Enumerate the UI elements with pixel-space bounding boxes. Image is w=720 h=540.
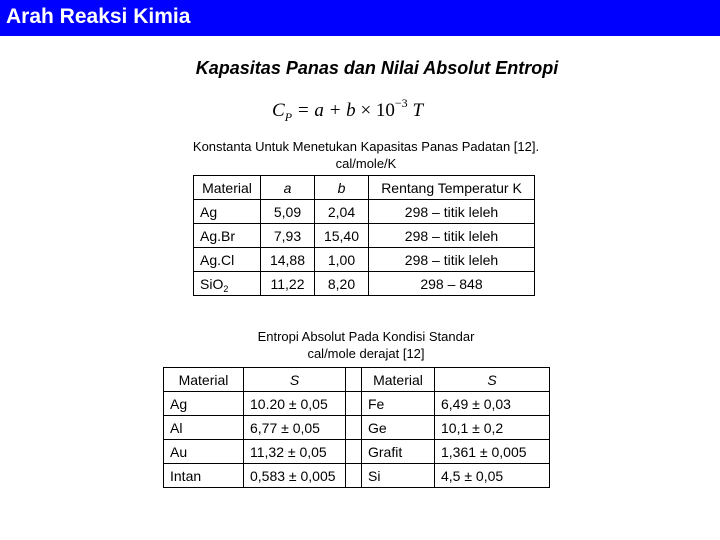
formula-lhs-subscript: P	[284, 110, 293, 124]
table-row	[164, 440, 550, 464]
title-bar	[0, 0, 720, 36]
table1-caption-line1: Konstanta Untuk Menetukan Kapasitas Panas Padatan [12].	[192, 139, 540, 154]
b-cell: 2,04	[315, 200, 369, 224]
material-cell: Ag	[164, 392, 244, 416]
a-cell: 7,93	[261, 224, 315, 248]
heat-capacity-table	[193, 175, 535, 296]
material-cell: Ag.Br	[194, 224, 261, 248]
entropy-cell: 10,1 ± 0,2	[435, 416, 550, 440]
slide-subtitle: Kapasitas Panas dan Nilai Absolut Entropi	[195, 58, 559, 78]
material-cell	[194, 272, 261, 296]
range-cell: 298 – 848	[369, 272, 535, 296]
a-cell: 14,88	[261, 248, 315, 272]
entropy-cell: 0,583 ± 0,005	[244, 464, 346, 488]
table1-caption	[170, 138, 562, 172]
entropy-cell: 6,49 ± 0,03	[435, 392, 550, 416]
a-cell: 5,09	[261, 200, 315, 224]
b-cell: 1,00	[315, 248, 369, 272]
formula-times: ×	[360, 100, 372, 121]
column-header: a	[261, 176, 315, 200]
spacer-cell	[346, 368, 362, 392]
table-row	[194, 224, 535, 248]
material-cell: Al	[164, 416, 244, 440]
material-cell: Grafit	[362, 440, 435, 464]
b-cell: 15,40	[315, 224, 369, 248]
b-cell: 8,20	[315, 272, 369, 296]
formula-variable: T	[412, 100, 424, 121]
material-name: SiO	[200, 275, 224, 292]
range-cell: 298 – titik leleh	[369, 200, 535, 224]
table-row	[194, 272, 535, 296]
table2-caption-line2: cal/mole derajat [12]	[307, 346, 425, 361]
spacer-cell	[346, 464, 362, 488]
material-cell: Ag.Cl	[194, 248, 261, 272]
material-subscript: 2	[223, 283, 229, 294]
table-row	[164, 392, 550, 416]
material-cell: Intan	[164, 464, 244, 488]
material-cell: Ge	[362, 416, 435, 440]
table-row	[164, 416, 550, 440]
entropy-cell: 11,32 ± 0,05	[244, 440, 346, 464]
table-row	[164, 464, 550, 488]
formula-lhs: C	[272, 100, 285, 121]
column-header: S	[244, 368, 346, 392]
range-cell: 298 – titik leleh	[369, 224, 535, 248]
entropy-cell: 6,77 ± 0,05	[244, 416, 346, 440]
formula-rhs: = a + b	[296, 100, 356, 121]
heat-capacity-formula	[272, 96, 424, 130]
entropy-cell: 1,361 ± 0,005	[435, 440, 550, 464]
column-header: b	[315, 176, 369, 200]
entropy-cell: 10.20 ± 0,05	[244, 392, 346, 416]
entropy-cell: 4,5 ± 0,05	[435, 464, 550, 488]
range-cell: 298 – titik leleh	[369, 248, 535, 272]
table-row	[194, 248, 535, 272]
table-row	[194, 200, 535, 224]
table2-caption-line1: Entropi Absolut Pada Kondisi Standar	[257, 329, 475, 344]
column-header: Material	[362, 368, 435, 392]
spacer-cell	[346, 416, 362, 440]
table-header-row	[164, 368, 550, 392]
slide-title: Arah Reaksi Kimia	[6, 5, 191, 28]
table1-caption-line2: cal/mole/K	[335, 156, 397, 171]
a-cell: 11,22	[261, 272, 315, 296]
formula-ten: 10	[375, 100, 395, 121]
spacer-cell	[346, 440, 362, 464]
entropy-table	[163, 367, 550, 488]
material-cell: Si	[362, 464, 435, 488]
table-header-row	[194, 176, 535, 200]
material-cell: Fe	[362, 392, 435, 416]
material-cell: Ag	[194, 200, 261, 224]
column-header: Rentang Temperatur K	[369, 176, 535, 200]
material-cell: Au	[164, 440, 244, 464]
table2-caption	[246, 328, 486, 362]
column-header: Material	[164, 368, 244, 392]
column-header: S	[435, 368, 550, 392]
spacer-cell	[346, 392, 362, 416]
formula-exponent: −3	[394, 96, 408, 110]
column-header: Material	[194, 176, 261, 200]
